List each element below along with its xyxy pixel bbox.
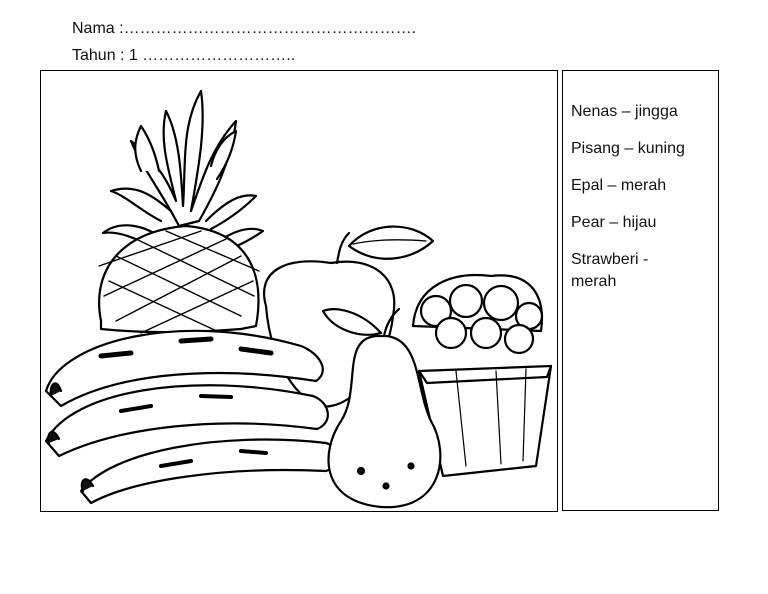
fruit-illustration — [41, 71, 557, 511]
year-field-line: Tahun : 1 ……………………….. — [72, 47, 296, 64]
fruit-coloring-picture — [40, 70, 558, 512]
legend-item-pear: Pear – hijau — [571, 214, 657, 231]
legend-item-pineapple: Nenas – jingga — [571, 103, 678, 120]
banana-bunch-icon — [46, 331, 337, 503]
pineapple-body-icon — [99, 226, 259, 333]
legend-item-banana: Pisang – kuning — [571, 140, 685, 157]
legend-item-strawberry: Strawberi - merah — [571, 251, 649, 290]
legend-item-apple: Epal – merah — [571, 177, 667, 194]
name-field-line: Nama :………………………………………………. — [72, 20, 417, 37]
color-legend-panel — [562, 70, 719, 511]
